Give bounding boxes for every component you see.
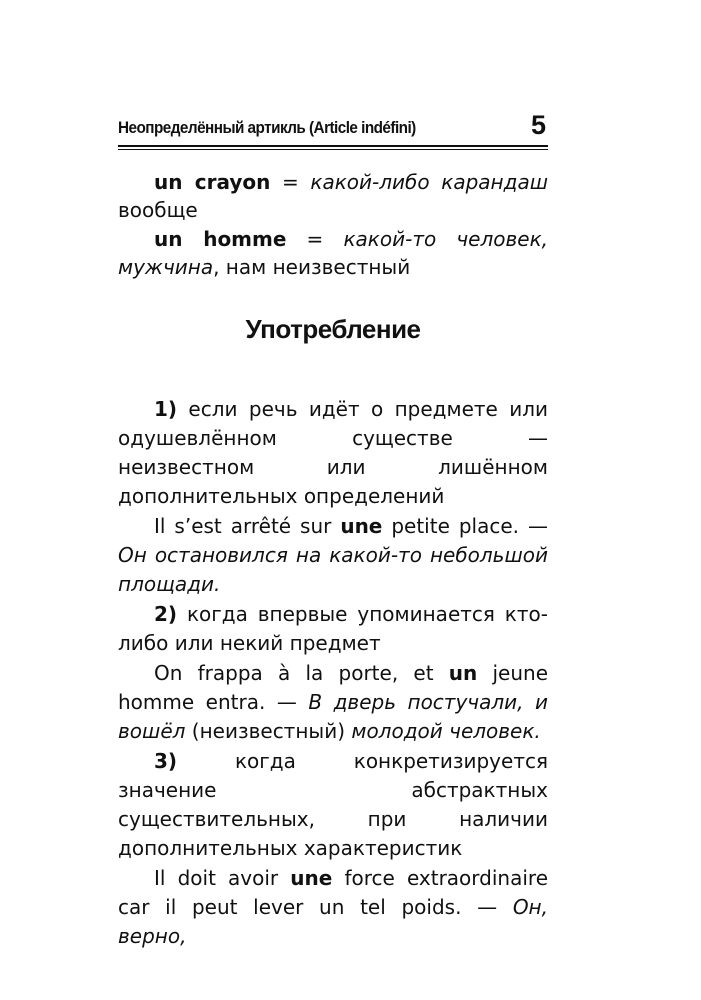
running-head: [118, 110, 548, 148]
example-translation: В дверь постучали, и вошёл: [118, 690, 548, 743]
usage-example-3: [118, 864, 548, 951]
usage-example-2: [118, 659, 548, 746]
equals-sign: =: [286, 227, 344, 251]
example-translation-note: (неизвестный): [185, 719, 352, 743]
section-heading: Употребление: [245, 314, 421, 344]
rule-number: 3): [154, 749, 178, 773]
intro-examples: [118, 168, 548, 281]
example-french: Il s’est arrêté sur: [154, 514, 341, 538]
example-article: une: [340, 514, 383, 538]
example-french: petite place. —: [382, 514, 548, 538]
example-translation: Он остановился на какой-то небольшой площади.: [118, 543, 548, 596]
example-french: jeune homme entra. —: [118, 661, 549, 714]
equals-sign: =: [270, 170, 311, 194]
page-number: 5: [530, 110, 546, 140]
example-term: un crayon: [154, 170, 271, 194]
running-title: Неопределённый артикль (Article indéfini): [118, 118, 416, 137]
header-rule-thick: [118, 145, 548, 147]
usage-list: [118, 395, 548, 951]
example-french: Il doit avoir: [154, 866, 291, 890]
example-french: force extraordinaire car il peut lever un tel poids. —: [118, 866, 548, 919]
intro-example: [118, 168, 548, 224]
example-meaning: какой-либо карандаш: [310, 170, 548, 194]
header-rule-thin: [118, 149, 548, 150]
usage-rule-1: [118, 395, 548, 511]
intro-example: [118, 225, 548, 281]
example-article: une: [290, 866, 333, 890]
example-note: , нам неизвестный: [213, 255, 411, 279]
usage-example-1: [118, 512, 548, 599]
rule-number: 1): [154, 397, 178, 421]
example-translation: молодой человек.: [351, 719, 541, 743]
example-french: On frappa à la porte, et: [154, 661, 449, 685]
usage-rule-3: [118, 747, 548, 863]
rule-text: если речь идёт о предмете или одушевлённом существе — неизвестном или лишённом дополнительных определений: [118, 397, 548, 508]
example-translation: Он, верно,: [118, 895, 548, 948]
rule-text: когда конкретизируется значение абстрактных существительных, при наличии дополнительных характеристик: [118, 749, 548, 860]
example-article: un: [448, 661, 478, 685]
usage-rule-2: [118, 600, 548, 658]
rule-number: 2): [154, 602, 178, 626]
rule-text: когда впервые упоминается кто-либо или некий предмет: [118, 602, 548, 655]
example-term: un homme: [154, 227, 287, 251]
example-meaning: какой-то человек, мужчина: [118, 227, 548, 279]
example-note: вообще: [118, 198, 198, 222]
